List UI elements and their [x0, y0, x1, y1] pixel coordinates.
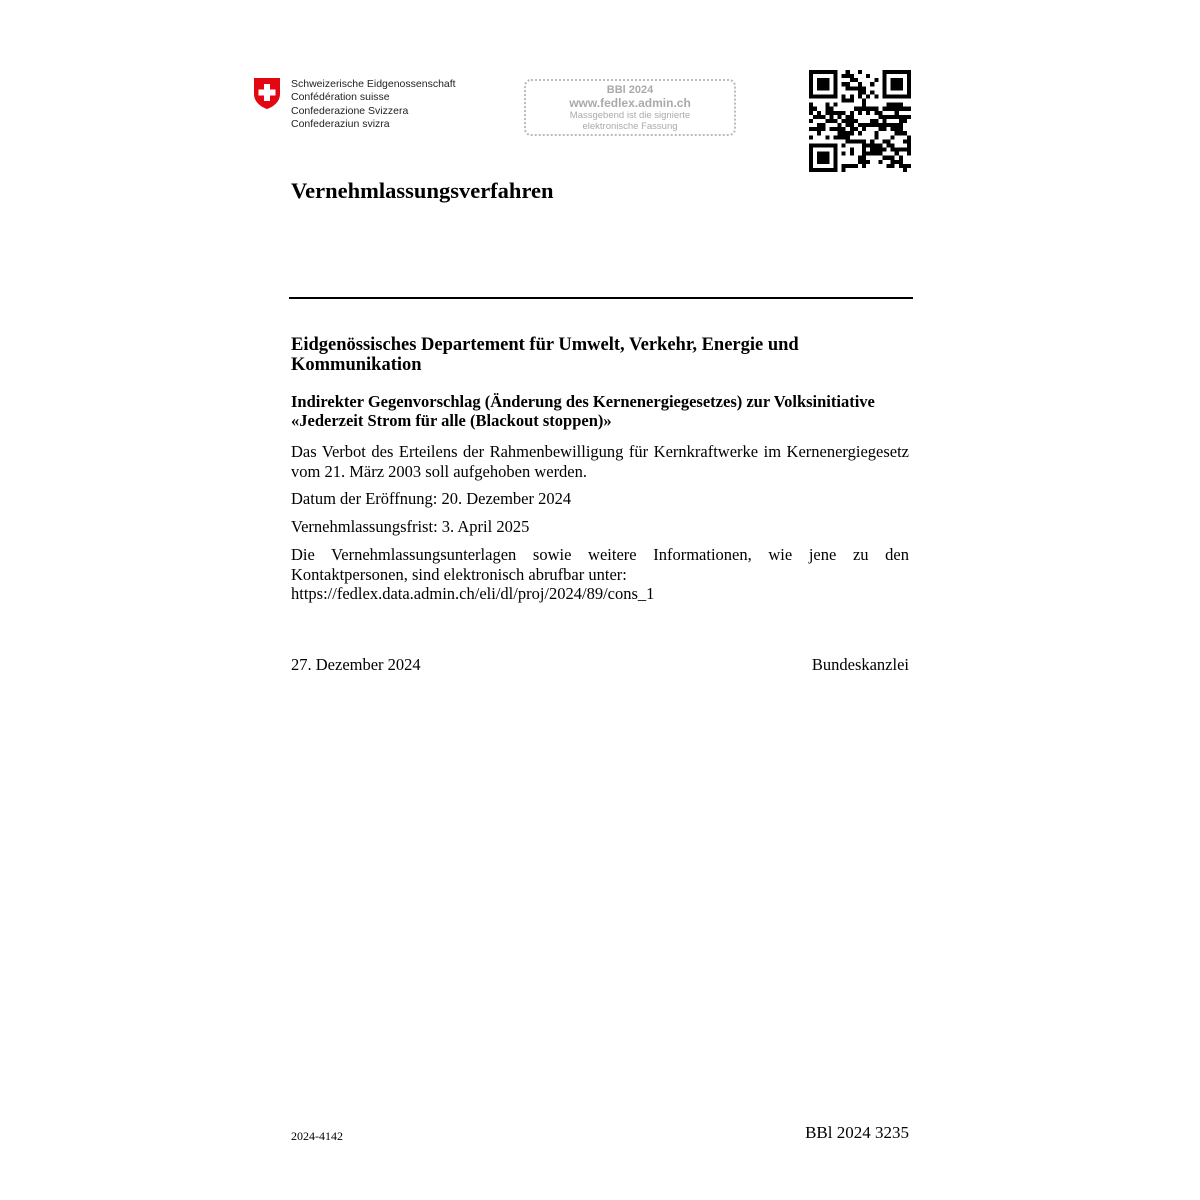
consultation-deadline: Vernehmlassungsfrist: 3. April 2025: [291, 517, 530, 536]
department-heading: Eidgenössisches Departement für Umwelt, Verkehr, Energie und Kommunikation: [291, 335, 799, 375]
confederation-name-it: Confederazione Svizzera: [291, 104, 409, 117]
summary-paragraph: Das Verbot des Erteilens der Rahmenbewilligung für Kernkraftwerke im Kernenergiegesetz vom 21. März 2003 soll aufgehoben werden.: [291, 442, 909, 481]
subject-heading: Indirekter Gegenvorschlag (Änderung des Kernenergiegesetzes) zur Volksinitiative «Jederzeit Strom für alle (Blackout stoppen)»: [291, 392, 875, 430]
document-number: 2024-4142: [291, 1129, 343, 1143]
opening-date: Datum der Eröffnung: 20. Dezember 2024: [291, 489, 572, 508]
confederation-names: [291, 78, 456, 131]
stamp-publication: BBl 2024: [606, 84, 654, 96]
page-title: Vernehmlassungsverfahren: [291, 178, 554, 203]
stamp-note-line2: elektronische Fassung: [582, 121, 678, 132]
publication-stamp: [524, 79, 736, 136]
confederation-name-de: Schweizerische Eidgenossenschaft: [291, 78, 456, 90]
stamp-website: www.fedlex.admin.ch: [569, 96, 691, 110]
publication-date: 27. Dezember 2024: [291, 655, 421, 674]
confederation-name-rm: Confederaziun svizra: [291, 117, 390, 130]
confederation-name-fr: Confédération suisse: [291, 91, 390, 104]
divider: [289, 297, 913, 299]
info-paragraph: [291, 545, 909, 604]
swiss-cross-shield-icon: [253, 77, 281, 110]
info-link[interactable]: https://fedlex.data.admin.ch/eli/dl/proj/2024/89/cons_1: [291, 584, 655, 603]
stamp-note-line1: Massgebend ist die signierte: [569, 110, 691, 121]
info-text: Die Vernehmlassungsunterlagen sowie weitere Informationen, wie jene zu den Kontaktpersonen, sind elektronisch abrufbar unter:: [291, 545, 909, 584]
page-reference: BBl 2024 3235: [805, 1123, 909, 1142]
qr-code-icon: [809, 70, 911, 172]
issuer: Bundeskanzlei: [811, 655, 909, 674]
